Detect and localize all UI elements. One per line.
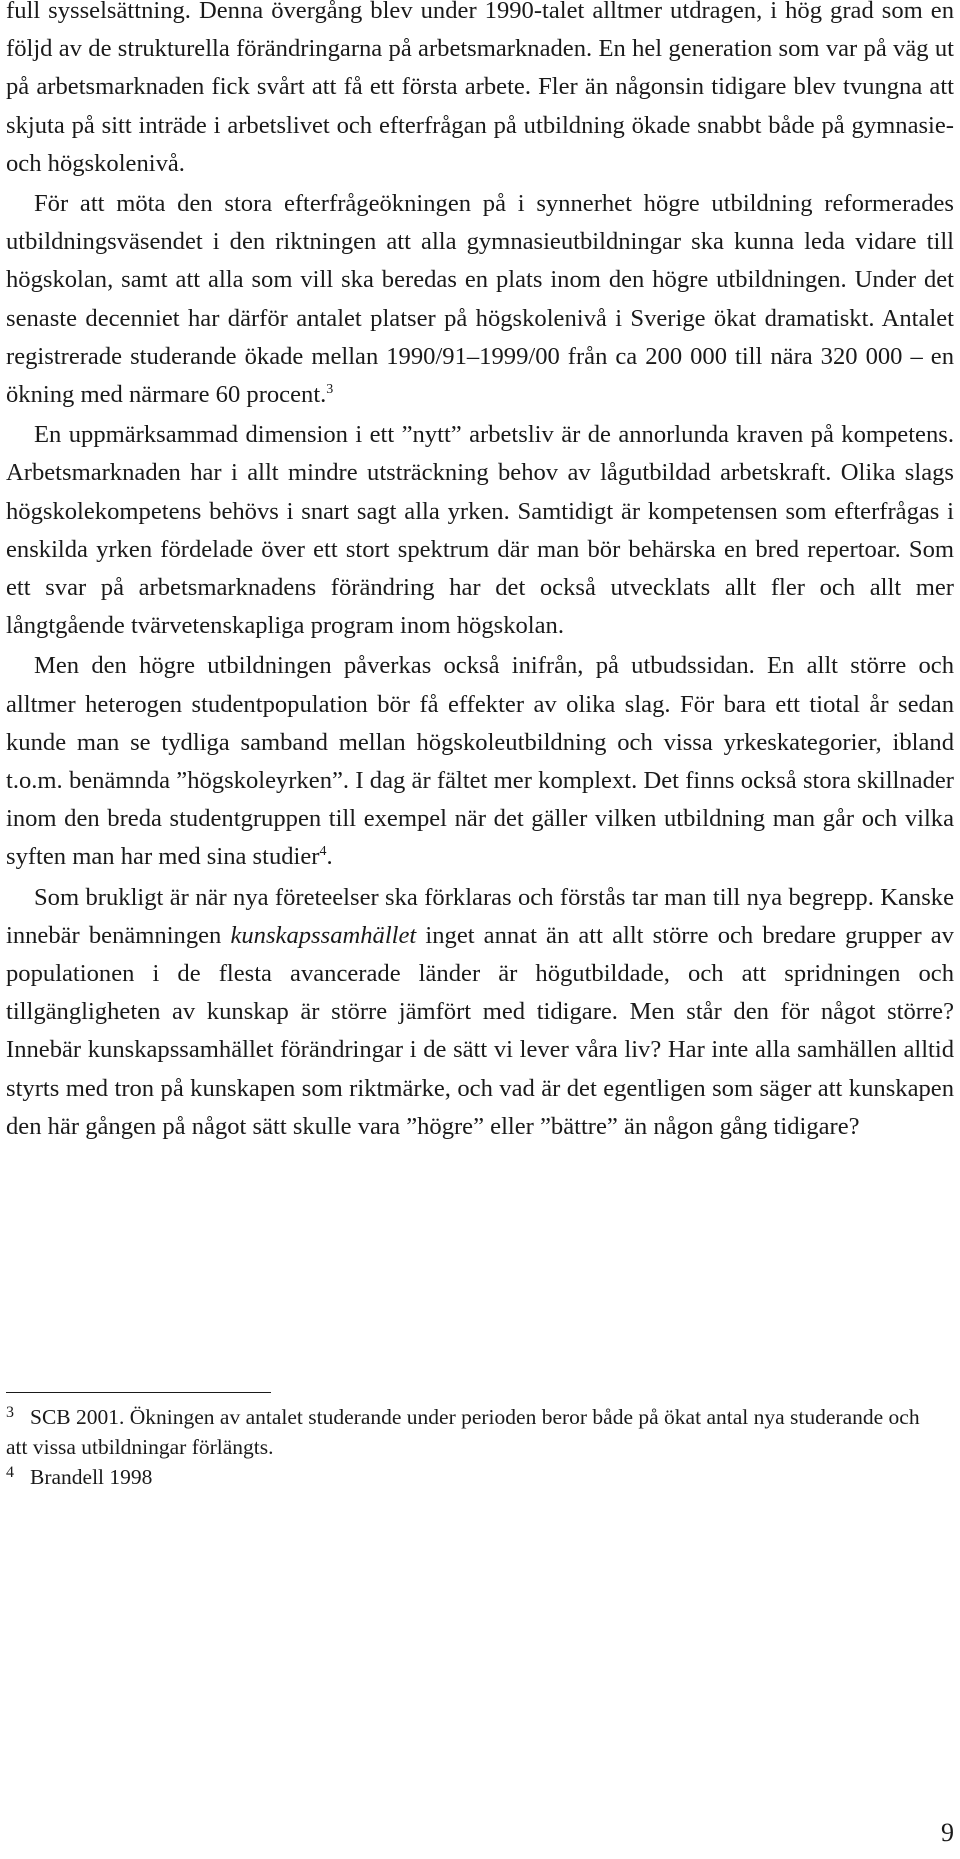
paragraph-2-text: För att möta den stora efterfrågeökningen på i synnerhet högre utbildning reformerades utbildningsväsendet i den riktningen att alla gymnasieutbildningar ska kunna leda vidare till högskolan, samt att alla som vill ska beredas en plats inom den högre utbildningen. Under det senaste decenniet har därför antalet platser på högskolenivå i Sverige ökat dramatiskt. Antalet registrerade studerande ökade mellan 1990/91–1999/00 från ca 200 000 till nära 320 000 – en ökning med närmare 60 procent.	[6, 190, 954, 409]
paragraph-5-text-a: Som brukligt är när nya företeelser ska förklaras och förstås tar man till nya begrepp. Kanske innebär benämningen	[6, 883, 954, 949]
paragraph-4	[6, 647, 954, 876]
footnote-4: 4 Brandell 1998	[6, 1464, 153, 1489]
paragraph-4-end: .	[326, 843, 333, 871]
document-page	[6, 0, 954, 1146]
paragraph-4-text: Men den högre utbildningen påverkas också inifrån, på utbudssidan. En allt större och alltmer heterogen studentpopulation bör få effekter av olika slag. För bara ett tiotal år sedan kunde man se tydliga samband mellan högskoleutbildning och vissa yrkeskategorier, ibland t.o.m. benämnda ”högskoleyrken”. I dag är fältet mer komplext. Det finns också stora skillnader inom den breda studentgruppen till exempel när det gäller vilken utbildning man går och vilka syften man har med sina studier	[6, 652, 954, 871]
footnote-text: Brandell 1998	[30, 1465, 153, 1489]
term-kunskapssamhallet: kunskapssamhället	[230, 921, 417, 949]
footnotes	[6, 1402, 946, 1492]
paragraph-2	[6, 185, 954, 414]
paragraph-5-text-b: inget annat än att allt större och bredare grupper av populationen i de flesta avancerade länder är högutbildade, och att spridningen och tillgängligheten av kunskap är större jämfört med tidigare. Men står den för något större? Innebär kunskapssamhället förändringar i de sätt vi lever våra liv? Har inte alla samhällen alltid styrts med tron på kunskapen som riktmärke, och vad är det egentligen som säger att kunskapen den här gången på något sätt skulle vara ”högre” eller ”bättre” än någon gång tidigare?	[6, 921, 954, 1140]
paragraph-1: full sysselsättning. Denna övergång blev under 1990-talet alltmer utdragen, i hög grad som en följd av de strukturella förändringarna på arbetsmarknaden. En hel generation som var på väg ut på arbetsmarknaden fick svårt att få ett första arbete. Fler än någonsin tidigare blev tvungna att skjuta på sitt inträde i arbetslivet och efterfrågan på utbildning ökade snabbt både på gymnasie- och högskolenivå.	[6, 0, 954, 177]
page-number: 9	[941, 1818, 954, 1847]
paragraph-3: En uppmärksammad dimension i ett ”nytt” arbetsliv är de annorlunda kraven på kompetens. Arbetsmarknaden har i allt mindre utsträckning behov av lågutbildad arbetskraft. Olika slags högskolekompetens behövs i snart sagt alla yrken. Samtidigt är kompetensen som efterfrågas i enskilda yrken fördelade över ett stort spektrum där man bör behärska en bred repertoar. Som ett svar på arbetsmarknadens förändring har det också utvecklats allt fler och allt mer långtgående tvärvetenskapliga program inom högskolan.	[6, 421, 954, 640]
footnote-divider	[6, 1392, 271, 1393]
footnote-text: SCB 2001. Ökningen av antalet studerande under perioden beror både på ökat antal nya studerande och att vissa utbildningar förlängts.	[6, 1405, 920, 1459]
footnote-ref-4: 4	[319, 844, 327, 860]
paragraph-5	[6, 879, 954, 1146]
footnote-3: 3 SCB 2001. Ökningen av antalet studerande under perioden beror både på ökat antal nya studerande och att vissa utbildningar förlängts.	[6, 1404, 920, 1459]
footnote-ref-3: 3	[326, 382, 334, 398]
